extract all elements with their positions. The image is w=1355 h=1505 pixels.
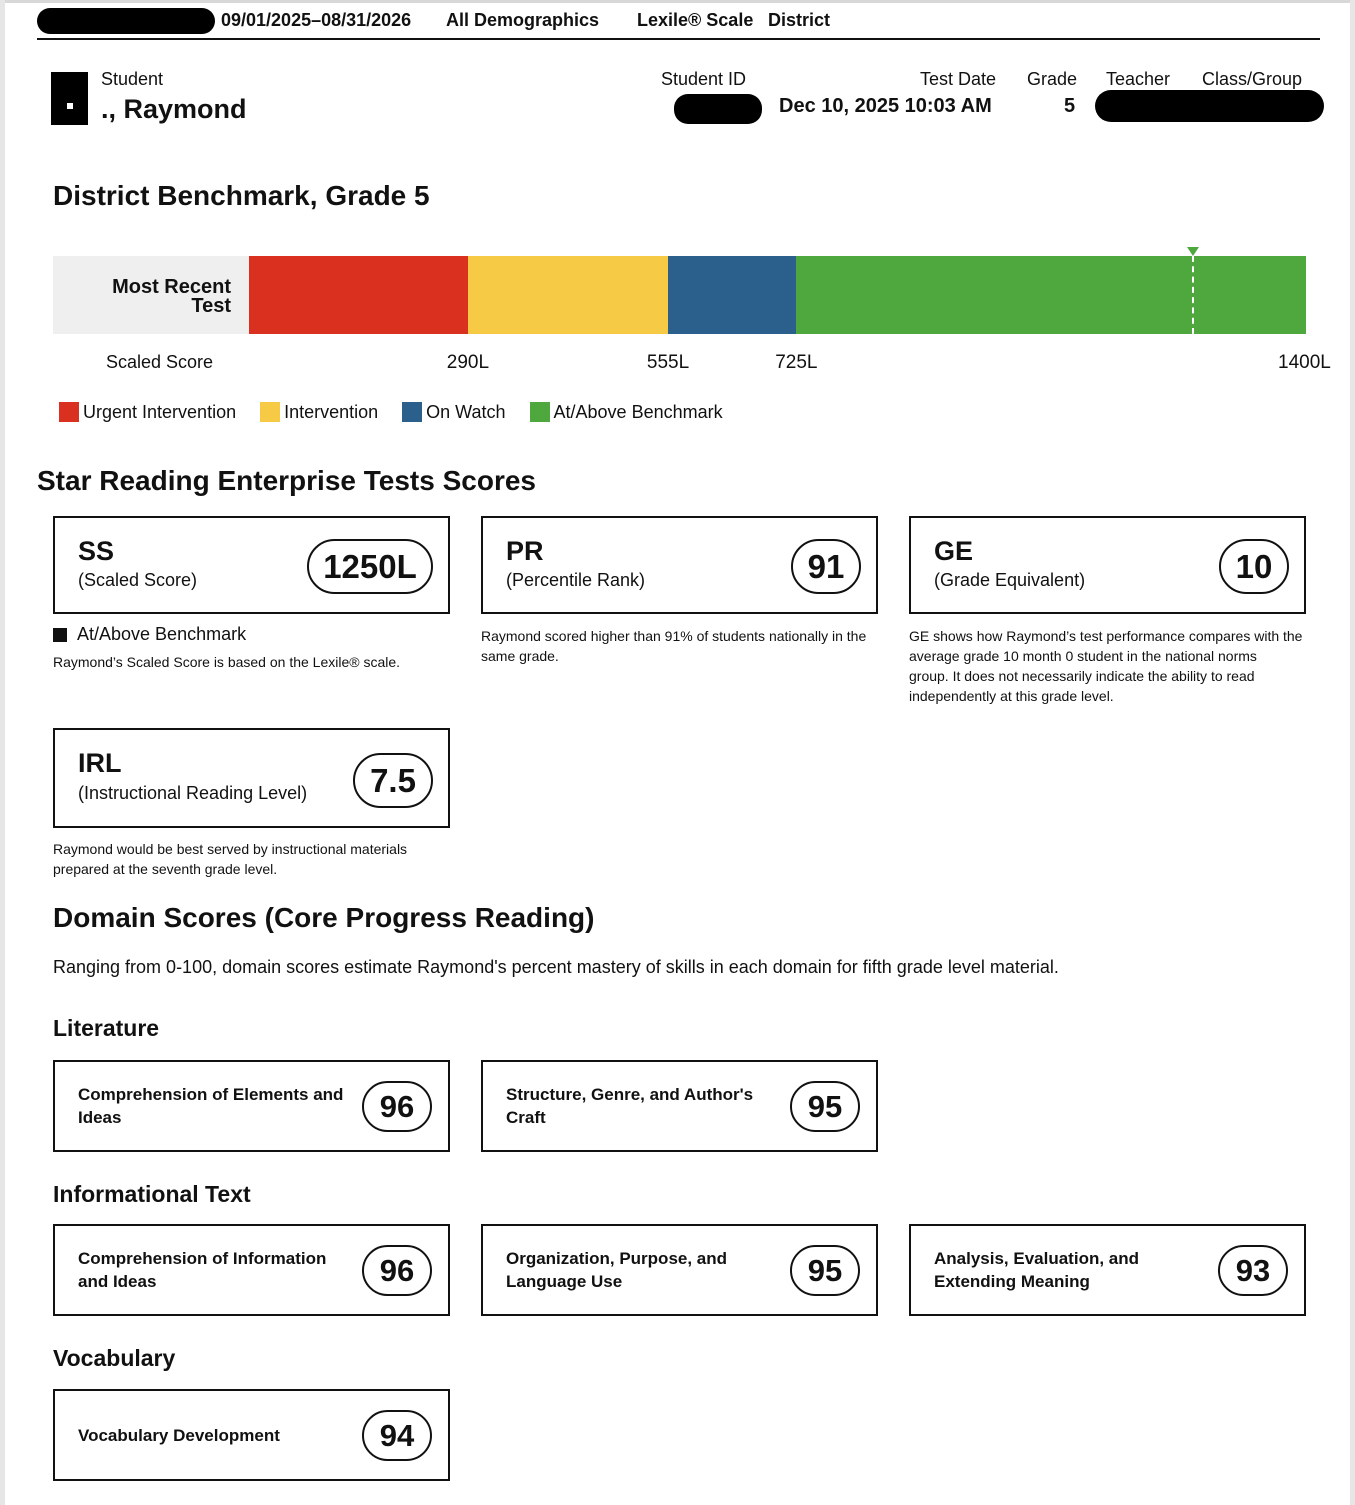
- tick-label: 1400L: [1278, 352, 1331, 373]
- domain-name: Analysis, Evaluation, and Extending Meaning: [934, 1249, 1140, 1291]
- grade-value: 5: [1064, 95, 1076, 117]
- irl-note: Raymond would be best served by instructional materials prepared at the seventh grade level.: [53, 841, 408, 877]
- legend-item: [260, 402, 378, 423]
- ss-score-card: [53, 516, 450, 614]
- ge-abbr: GE: [934, 536, 974, 566]
- domain-score: 95: [790, 1081, 860, 1132]
- literature-heading: Literature: [53, 1015, 160, 1041]
- report-header: [37, 6, 1320, 40]
- ge-note: GE shows how Raymond’s test performance compares with the average grade 10 month 0 student in the national norms group. It does not necessarily indicate the ability to read independently at this grade level.: [909, 628, 1303, 704]
- domain-score: 93: [1218, 1245, 1288, 1296]
- student-avatar-icon: [51, 72, 88, 125]
- student-id-label: Student ID: [661, 69, 747, 89]
- benchmark-legend: [59, 401, 747, 423]
- ge-full-name: (Grade Equivalent): [934, 570, 1086, 590]
- legend-swatch: [402, 402, 422, 422]
- demographics: All Demographics: [446, 10, 600, 30]
- irl-value: 7.5: [353, 753, 433, 808]
- domain-card: [53, 1060, 450, 1152]
- scale-label: Lexile® Scale: [637, 10, 754, 30]
- report-level: District: [768, 10, 831, 30]
- vocabulary-heading: Vocabulary: [53, 1345, 176, 1371]
- legend-swatch: [530, 402, 550, 422]
- scaled-score-axis-label: Scaled Score: [106, 352, 214, 372]
- legend-label: At/Above Benchmark: [553, 401, 723, 422]
- redacted-block: [37, 8, 215, 34]
- domain-description: Ranging from 0-100, domain scores estimate Raymond's percent mastery of skills in each domain for fifth grade level material.: [53, 957, 1059, 977]
- ge-value: 10: [1219, 539, 1289, 594]
- legend-swatch: [59, 402, 79, 422]
- legend-label: On Watch: [426, 401, 506, 422]
- test-date-label: Test Date: [920, 69, 997, 89]
- domain-name: Organization, Purpose, and Language Use: [506, 1249, 728, 1291]
- irl-score-card: [53, 728, 450, 828]
- tick-label: 725L: [775, 352, 818, 373]
- scores-title: Star Reading Enterprise Tests Scores: [37, 465, 536, 496]
- ss-abbr: SS: [78, 536, 115, 566]
- redacted-block: [1095, 90, 1324, 122]
- tick-label: 555L: [646, 352, 690, 373]
- benchmark-bar-row: [53, 256, 1306, 334]
- score-marker-icon: [1187, 247, 1199, 256]
- page-edge: [1350, 0, 1355, 1505]
- grade-label: Grade: [1027, 69, 1078, 89]
- domain-card: [53, 1224, 450, 1316]
- domain-title: Domain Scores (Core Progress Reading): [53, 902, 595, 933]
- benchmark-segment-on-watch: [668, 256, 796, 334]
- pr-full-name: (Percentile Rank): [506, 570, 646, 590]
- legend-item: [530, 402, 723, 423]
- pr-score-card: [481, 516, 878, 614]
- redacted-block: [674, 94, 762, 124]
- score-marker-line: [1192, 256, 1194, 334]
- student-label: Student: [101, 69, 164, 89]
- legend-label: Urgent Intervention: [83, 401, 237, 422]
- legend-item: [59, 402, 236, 423]
- ss-note: Raymond’s Scaled Score is based on the Lexile® scale.: [53, 654, 401, 670]
- pr-value: 91: [791, 539, 861, 594]
- domain-score: 96: [362, 1081, 432, 1132]
- domain-name: Vocabulary Development: [78, 1425, 280, 1445]
- domain-score: 96: [362, 1245, 432, 1296]
- date-range: 09/01/2025–08/31/2026: [221, 10, 412, 30]
- test-date: Dec 10, 2025 10:03 AM: [779, 95, 992, 117]
- page-edge: [0, 0, 5, 1505]
- tick-label: 290L: [446, 352, 490, 373]
- irl-full-name: (Instructional Reading Level): [78, 783, 308, 803]
- domain-score: 94: [362, 1410, 432, 1461]
- domain-card: [481, 1060, 878, 1152]
- domain-card: [53, 1389, 450, 1481]
- domain-card: [481, 1224, 878, 1316]
- legend-item: [402, 402, 505, 423]
- ss-value: 1250L: [307, 539, 433, 594]
- domain-name: Comprehension of Information and Ideas: [78, 1249, 327, 1291]
- ss-full-name: (Scaled Score): [78, 570, 198, 590]
- legend-label: Intervention: [284, 401, 379, 422]
- irl-abbr: IRL: [78, 748, 122, 778]
- page-edge: [0, 0, 1355, 3]
- domain-name: Structure, Genre, and Author's Craft: [506, 1085, 754, 1127]
- domain-name: Comprehension of Elements and Ideas: [78, 1085, 344, 1127]
- benchmark-bar: [249, 256, 1306, 334]
- informational-heading: Informational Text: [53, 1181, 251, 1207]
- class-group-label: Class/Group: [1202, 69, 1303, 89]
- legend-swatch: [260, 402, 280, 422]
- ss-benchmark-key: At/Above Benchmark: [53, 624, 246, 645]
- benchmark-segment-intervention: [468, 256, 668, 334]
- domain-card: [909, 1224, 1306, 1316]
- benchmark-segment-urgent-intervention: [249, 256, 468, 334]
- domain-score: 95: [790, 1245, 860, 1296]
- pr-note: Raymond scored higher than 91% of students nationally in the same grade.: [481, 628, 867, 664]
- benchmark-key-swatch: [53, 628, 67, 642]
- ge-score-card: [909, 516, 1306, 614]
- teacher-label: Teacher: [1106, 69, 1171, 89]
- benchmark-segment-at-above-benchmark: [796, 256, 1306, 334]
- student-name: ., Raymond: [101, 94, 247, 124]
- benchmark-row-label: Most Recent Test: [112, 276, 231, 317]
- pr-abbr: PR: [506, 536, 544, 566]
- benchmark-title: District Benchmark, Grade 5: [53, 180, 430, 211]
- benchmark-ticks: [249, 340, 1331, 380]
